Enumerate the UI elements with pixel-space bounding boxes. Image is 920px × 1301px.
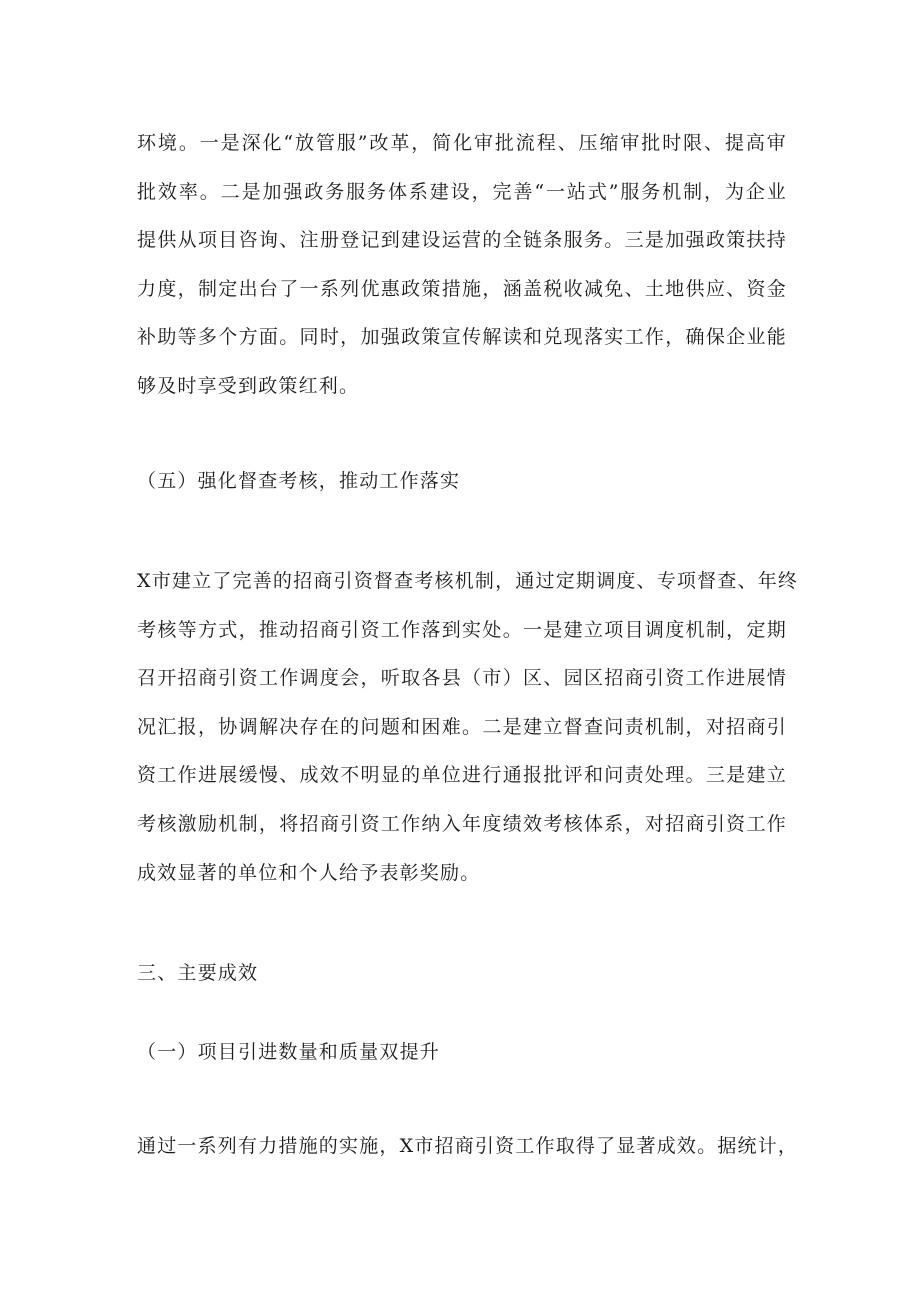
paragraph-line: 够及时享受到政策红利。 [137, 374, 360, 397]
paragraph-line: 提供从项目咨询、注册登记到建设运营的全链条服务。三是加强政策扶持 [137, 229, 787, 252]
paragraph-line: 批效率。二是加强政务服务体系建设，完善“一站式”服务机制，为企业 [137, 180, 787, 203]
paragraph-supervision-mechanism [137, 557, 799, 897]
paragraph-line: 考核等方式，推动招商引资工作落到实处。一是建立项目调度机制，定期 [137, 618, 787, 641]
paragraph-line: 补助等多个方面。同时，加强政策宣传解读和兑现落实工作，确保企业能 [137, 326, 787, 349]
paragraph-line: 环境。一是深化“放管服”改革，简化审批流程、压缩审批时限、提高审 [137, 132, 787, 154]
paragraph-line: 资工作进展缓慢、成效不明显的单位进行通报批评和问责处理。三是建立 [137, 764, 787, 787]
paragraph-line: 成效显著的单位和个人给予表彰奖励。 [137, 861, 481, 884]
paragraph-policy-environment [137, 119, 787, 411]
subsection-heading-project-quality: （一）项目引进数量和质量双提升 [137, 1041, 441, 1063]
section-heading-supervision: （五）强化督查考核，推动工作落实 [137, 470, 461, 492]
paragraph-results-intro [137, 1122, 799, 1171]
section-title-main-results: 三、主要成效 [137, 962, 259, 984]
paragraph-line: 况汇报，协调解决存在的问题和困难。二是建立督查问责机制，对招商引 [137, 715, 787, 738]
paragraph-line: 考核激励机制，将招商引资工作纳入年度绩效考核体系，对招商引资工作 [137, 812, 787, 835]
paragraph-line: 通过一系列有力措施的实施，X市招商引资工作取得了显著成效。据统计， [137, 1135, 799, 1157]
paragraph-line: 力度，制定出台了一系列优惠政策措施，涵盖税收减免、土地供应、资金 [137, 277, 787, 300]
paragraph-line: 召开招商引资工作调度会，听取各县（市）区、园区招商引资工作进展情 [137, 667, 787, 690]
paragraph-line: X市建立了完善的招商引资督查考核机制，通过定期调度、专项督查、年终 [137, 570, 799, 592]
